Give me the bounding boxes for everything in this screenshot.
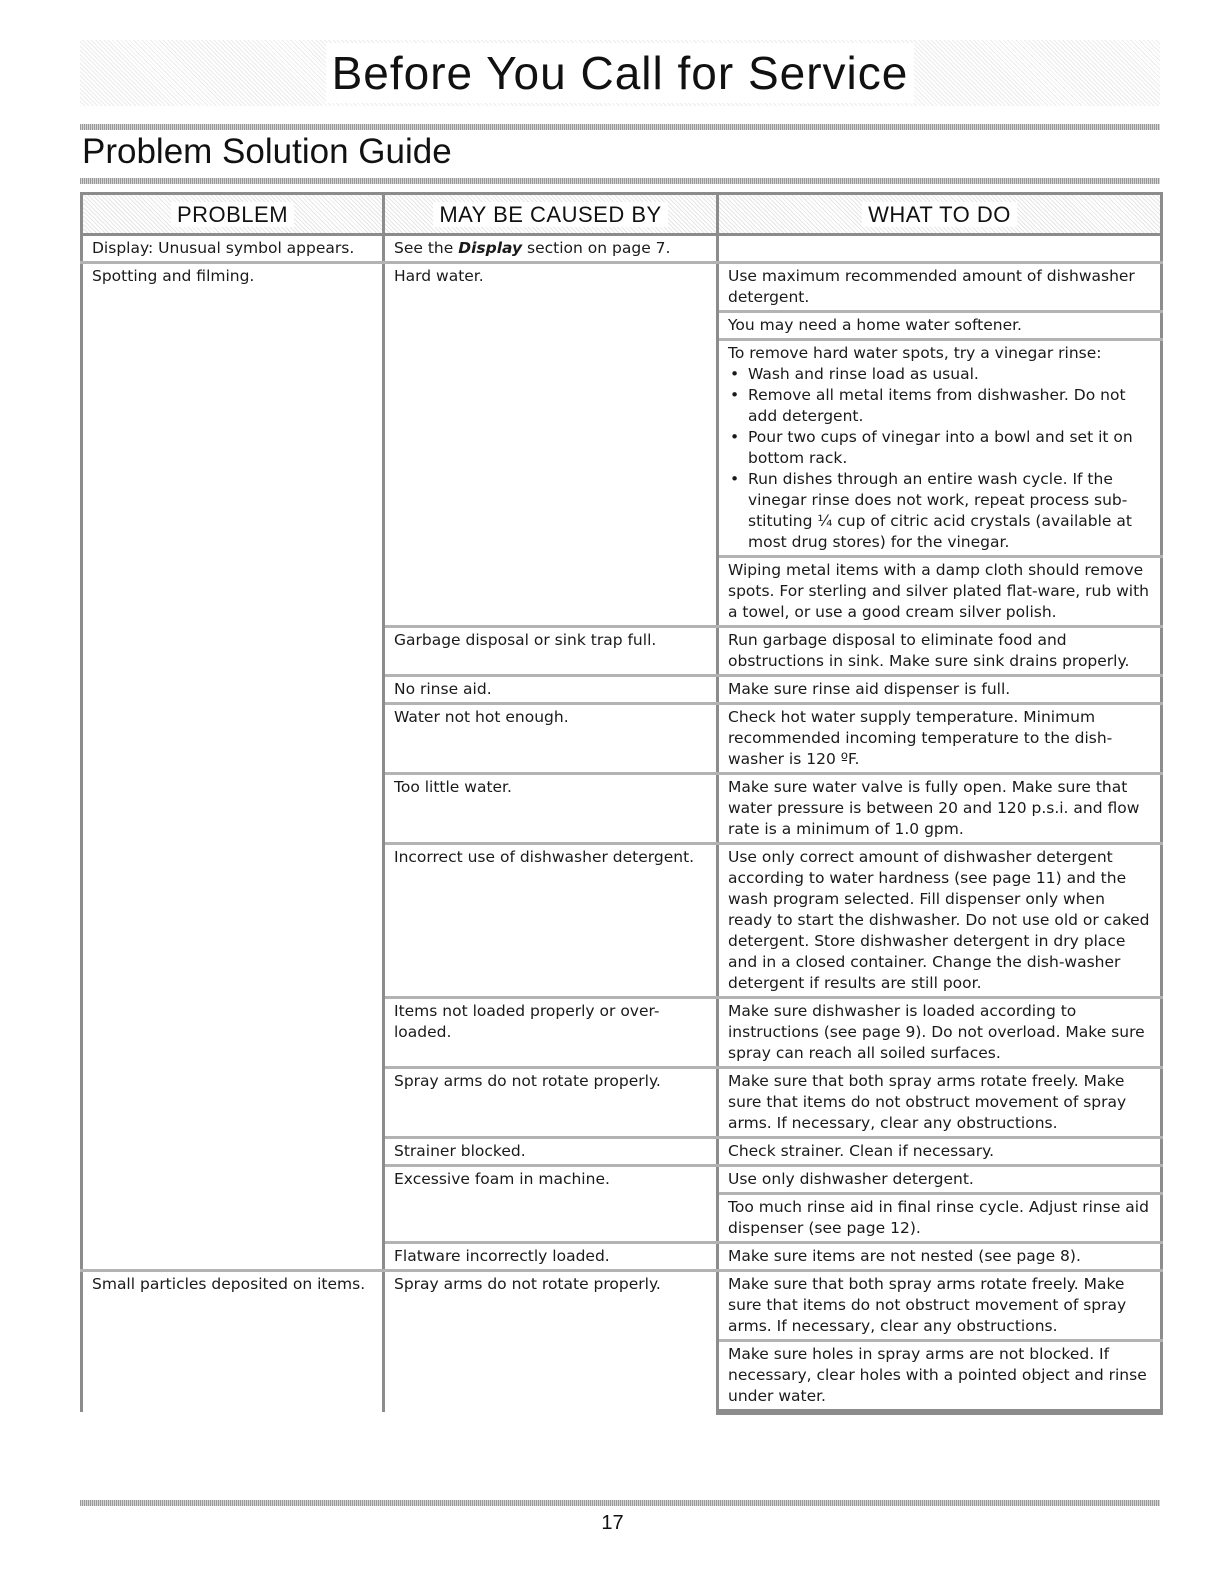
action-cell: Use maximum recommended amount of dishwasher detergent. bbox=[718, 263, 1162, 312]
table-row bbox=[82, 1271, 1162, 1341]
problem-cell: Small particles deposited on items. bbox=[82, 1271, 384, 1413]
cause-cell: Flatware incorrectly loaded. bbox=[384, 1243, 718, 1271]
action-cell: Run garbage disposal to eliminate food and obstructions in sink. Make sure sink drains properly. bbox=[718, 627, 1162, 676]
cause-cell: Water not hot enough. bbox=[384, 704, 718, 774]
page-number: 17 bbox=[601, 1512, 624, 1534]
action-cell: Use only correct amount of dishwasher detergent according to water hardness (see page 11) and the wash program selected. Fill dispenser only when ready to start the dishwasher. Do not use old or caked detergent. Store dishwasher detergent in dry place and in a closed container. Change the dish-washer detergent if results are still poor. bbox=[718, 844, 1162, 998]
action-cell: Make sure items are not nested (see page 8). bbox=[718, 1243, 1162, 1271]
column-header-action: WHAT TO DO bbox=[718, 194, 1162, 235]
list-item: • Wash and rinse load as usual. bbox=[728, 364, 1152, 385]
action-cell: Use only dishwasher detergent. bbox=[718, 1166, 1162, 1194]
action-cell: Make sure dishwasher is loaded according to instructions (see page 9). Do not overload. Make sure spray can reach all soiled surfaces. bbox=[718, 998, 1162, 1068]
vinegar-rinse-steps bbox=[728, 364, 1152, 553]
table-row bbox=[82, 263, 1162, 312]
action-cell bbox=[718, 340, 1162, 557]
column-header-problem: PROBLEM bbox=[82, 194, 384, 235]
action-cell: Check strainer. Clean if necessary. bbox=[718, 1138, 1162, 1166]
cause-cell: Spray arms do not rotate properly. bbox=[384, 1068, 718, 1138]
cause-cell: Garbage disposal or sink trap full. bbox=[384, 627, 718, 676]
list-item: • Remove all metal items from dishwasher. Do not add detergent. bbox=[728, 385, 1152, 427]
action-cell: Make sure water valve is fully open. Make sure that water pressure is between 20 and 120 p.s.i. and flow rate is a minimum of 1.0 gpm. bbox=[718, 774, 1162, 844]
page-title-band bbox=[80, 40, 1160, 106]
footer-divider bbox=[80, 1500, 1160, 1506]
problem-cell: Display: Unusual symbol appears. bbox=[82, 235, 384, 263]
table-row bbox=[82, 235, 1162, 263]
action-cell: You may need a home water softener. bbox=[718, 312, 1162, 340]
problem-cell: Spotting and filming. bbox=[82, 263, 384, 1271]
cause-cell: Hard water. bbox=[384, 263, 718, 627]
action-cell: Make sure holes in spray arms are not blocked. If necessary, clear holes with a pointed object and rinse under water. bbox=[718, 1341, 1162, 1413]
list-item: • Pour two cups of vinegar into a bowl and set it on bottom rack. bbox=[728, 427, 1152, 469]
column-header-cause: MAY BE CAUSED BY bbox=[384, 194, 718, 235]
cause-cell: Items not loaded properly or over-loaded. bbox=[384, 998, 718, 1068]
list-item: • Run dishes through an entire wash cycle. If the vinegar rinse does not work, repeat process sub-stituting ¼ cup of citric acid crystals (available at most drug stores) for the vinegar. bbox=[728, 469, 1152, 553]
action-cell: Wiping metal items with a damp cloth should remove spots. For sterling and silver plated flat-ware, rub with a towel, or use a good cream silver polish. bbox=[718, 557, 1162, 627]
cause-cell: No rinse aid. bbox=[384, 676, 718, 704]
cause-cell: Strainer blocked. bbox=[384, 1138, 718, 1166]
page-title: Before You Call for Service bbox=[326, 43, 915, 103]
action-cell bbox=[718, 235, 1162, 263]
cause-cell: See the Display section on page 7. bbox=[384, 235, 718, 263]
section-title: Problem Solution Guide bbox=[82, 132, 452, 171]
cause-cell: Excessive foam in machine. bbox=[384, 1166, 718, 1243]
action-cell: Check hot water supply temperature. Minimum recommended incoming temperature to the dish-washer is 120 ºF. bbox=[718, 704, 1162, 774]
action-intro: To remove hard water spots, try a vinegar rinse: bbox=[728, 344, 1102, 362]
action-cell: Make sure that both spray arms rotate freely. Make sure that items do not obstruct movement of spray arms. If necessary, clear any obstructions. bbox=[718, 1271, 1162, 1341]
section-divider bbox=[80, 178, 1160, 184]
cause-cell: Incorrect use of dishwasher detergent. bbox=[384, 844, 718, 998]
cause-cell: Too little water. bbox=[384, 774, 718, 844]
problem-solution-table bbox=[80, 192, 1163, 1415]
table-header-row bbox=[82, 194, 1162, 235]
cause-cell: Spray arms do not rotate properly. bbox=[384, 1271, 718, 1413]
action-cell: Make sure that both spray arms rotate freely. Make sure that items do not obstruct movement of spray arms. If necessary, clear any obstructions. bbox=[718, 1068, 1162, 1138]
action-cell: Make sure rinse aid dispenser is full. bbox=[718, 676, 1162, 704]
action-cell: Too much rinse aid in final rinse cycle. Adjust rinse aid dispenser (see page 12). bbox=[718, 1194, 1162, 1243]
